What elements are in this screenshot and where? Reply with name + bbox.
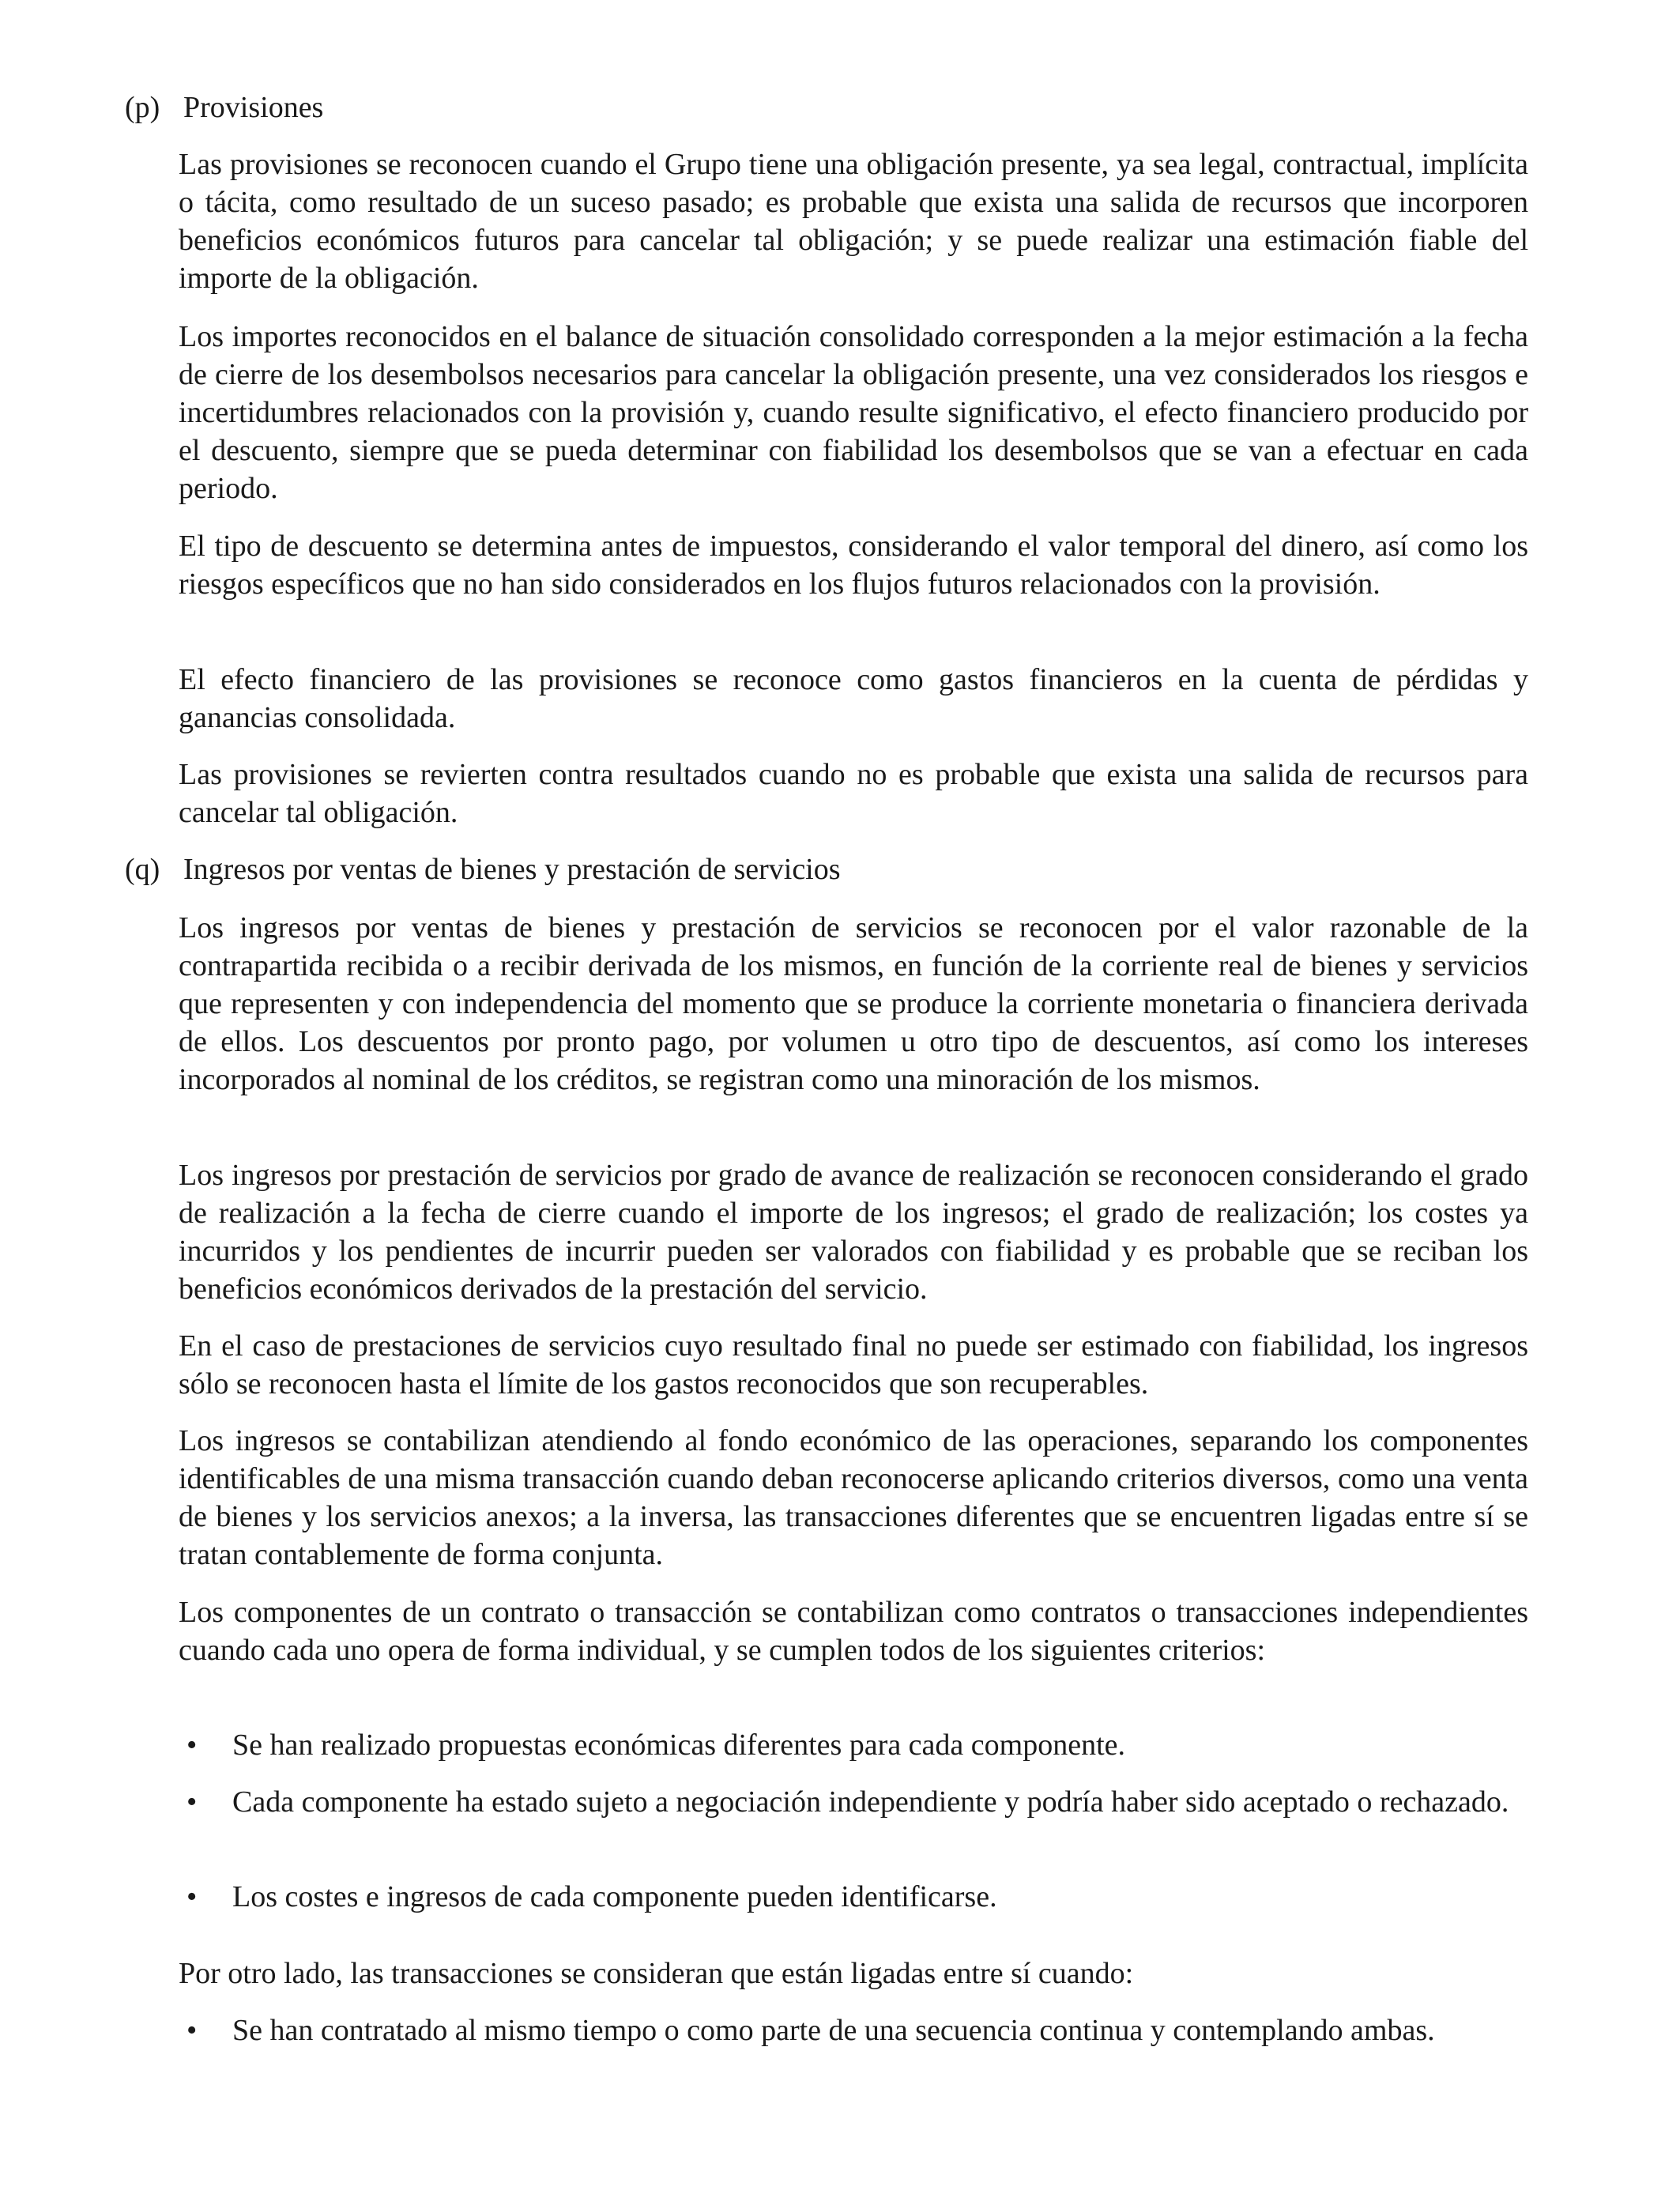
bullet-icon: • (186, 1880, 198, 1913)
section-q-title: Ingresos por ventas de bienes y prestación de servicios (183, 853, 841, 886)
bullet-icon: • (186, 1728, 198, 1762)
section-p-paragraph-5: Las provisiones se revierten contra resultados cuando no es probable que exista una salida de recursos para cancelar tal obligación. (179, 758, 1528, 829)
bullet-icon: • (186, 1785, 198, 1819)
list-item-text: Se han contratado al mismo tiempo o como parte de una secuencia continua y contemplando ambas. (232, 2014, 1435, 2047)
section-q-paragraph-3: En el caso de prestaciones de servicios cuyo resultado final no puede ser estimado con fiabilidad, los ingresos sólo se reconocen hasta el límite de los gastos reconocidos que son recuperables. (179, 1329, 1528, 1400)
section-q-paragraph-2: Los ingresos por prestación de servicios por grado de avance de realización se reconocen considerando el grado de realización a la fecha de cierre cuando el importe de los ingresos; el grado de realización; los costes ya incurridos y los pendientes de incurrir pueden ser valorados con fiabilidad y es probable que se reciban los beneficios económicos derivados de la prestación del servicio. (179, 1159, 1528, 1306)
section-p-marker: (p) (125, 91, 160, 124)
section-p-title: Provisiones (183, 91, 324, 124)
section-p-paragraph-4: El efecto financiero de las provisiones se reconoce como gastos financieros en la cuenta de pérdidas y ganancias consolidada. (179, 663, 1528, 734)
section-q-paragraph-4: Los ingresos se contabilizan atendiendo al fondo económico de las operaciones, separando los componentes identificables de una misma transacción cuando deban reconocerse aplicando criterios diversos, como una venta de bienes y los servicios anexos; a la inversa, las transacciones diferentes que se encuentren ligadas entre sí se tratan contablemente de forma conjunta. (179, 1424, 1528, 1571)
section-p-paragraph-3: El tipo de descuento se determina antes de impuestos, considerando el valor temporal del dinero, así como los riesgos específicos que no han sido considerados en los flujos futuros relacionados con la provisión. (179, 530, 1528, 601)
section-p-paragraph-2: Los importes reconocidos en el balance de situación consolidado corresponden a la mejor estimación a la fecha de cierre de los desembolsos necesarios para cancelar la obligación presente, una vez considerados los riesgos e incertidumbres relacionados con la provisión y, cuando resulte significativo, el efecto financiero producido por el descuento, siempre que se pueda determinar con fiabilidad los desembolsos que se van a efectuar en cada periodo. (179, 320, 1528, 505)
list-item (179, 1726, 1528, 1764)
section-q-heading (125, 850, 841, 888)
list-item-text: Se han realizado propuestas económicas diferentes para cada componente. (232, 1728, 1125, 1762)
list-item-text: Cada componente ha estado sujeto a negociación independiente y podría haber sido aceptado o rechazado. (232, 1785, 1509, 1819)
list-item-text: Los costes e ingresos de cada componente pueden identificarse. (232, 1880, 997, 1913)
section-q-paragraph-5: Los componentes de un contrato o transacción se contabilizan como contratos o transacciones independientes cuando cada uno opera de forma individual, y se cumplen todos de los siguientes criterios: (179, 1596, 1528, 1667)
bullet-icon: • (186, 2014, 198, 2047)
section-q-paragraph-1: Los ingresos por ventas de bienes y prestación de servicios se reconocen por el valor razonable de la contrapartida recibida o a recibir derivada de los mismos, en función de la corriente real de bienes y servicios que representen y con independencia del momento que se produce la corriente monetaria o financiera derivada de ellos. Los descuentos por pronto pago, por volumen u otro tipo de descuentos, así como los intereses incorporados al nominal de los créditos, se registran como una minoración de los mismos. (179, 911, 1528, 1096)
list-item (179, 1783, 1528, 1821)
section-q-marker: (q) (125, 853, 160, 886)
section-p-paragraph-1: Las provisiones se reconocen cuando el Grupo tiene una obligación presente, ya sea legal, contractual, implícita o tácita, como resultado de un suceso pasado; es probable que exista una salida de recursos que incorporen beneficios económicos futuros para cancelar tal obligación; y se puede realizar una estimación fiable del importe de la obligación. (179, 148, 1528, 295)
section-q-closing-paragraph: Por otro lado, las transacciones se consideran que están ligadas entre sí cuando: (179, 1957, 1134, 1990)
list-item (179, 2011, 1528, 2049)
list-item (179, 1878, 1528, 1916)
section-p-heading (125, 89, 323, 126)
